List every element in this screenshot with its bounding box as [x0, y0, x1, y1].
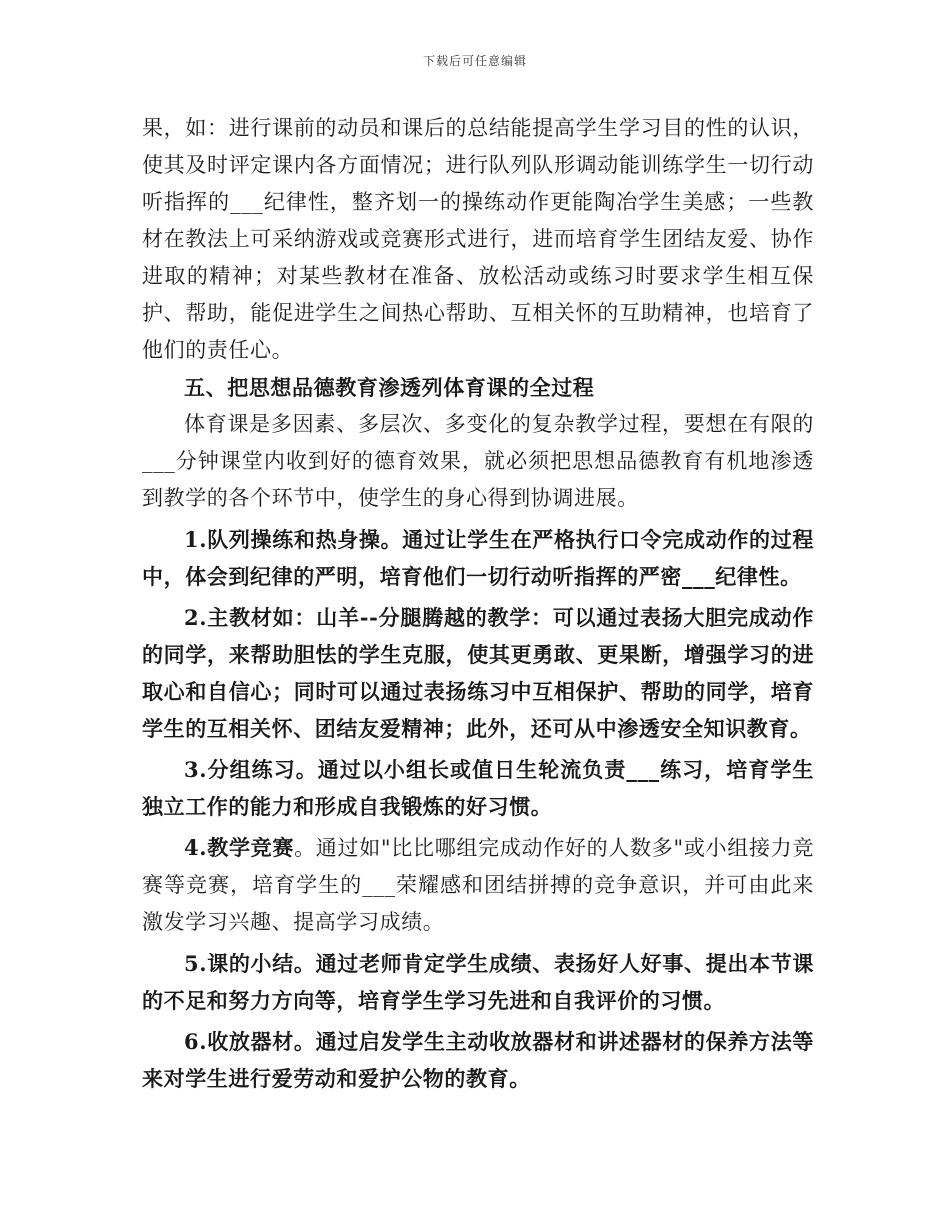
list-item-4-body: 。通过如"比比哪组完成动作好的人数多"或小组接力竞赛等竞赛，培育学生的___荣耀感和团结拼搏的竞争意识，并可由此来激发学习兴趣、提高学习成绩。	[142, 836, 814, 934]
list-item-5: 5.课的小结。通过老师肯定学生成绩、表扬好人好事、提出本节课的不足和努力方向等，培育学生学习先进和自我评价的习惯。	[142, 951, 814, 1013]
list-item-6: 6.收放器材。通过启发学生主动收放器材和讲述器材的保养方法等来对学生进行爱劳动和爱护公物的教育。	[142, 1029, 814, 1091]
page-header: 下载后可任意编辑	[422, 54, 527, 68]
document-body	[142, 110, 814, 1097]
paragraph-continuation: 果，如：进行课前的动员和课后的总结能提高学生学习目的性的认识，使其及时评定课内各方面情况；进行队列队形调动能训练学生一切行动听指挥的___纪律性，整齐划一的操练动作更能陶冶学生美感；一些教材在教法上可采纳游戏或竞赛形式进行，进而培育学生团结友爱、协作进取的精神；对某些教材在准备、放松活动或练习时要求学生相互保护、帮助，能促进学生之间热心帮助、互相关怀的互助精神，也培育了他们的责任心。	[142, 116, 814, 362]
list-item-4	[142, 829, 814, 941]
list-item-4-lead: 4.教学竞赛	[184, 835, 295, 860]
section-heading-5: 五、把思想品德教育渗透列体育课的全过程	[184, 375, 595, 400]
list-item-1: 1.队列操练和热身操。通过让学生在严格执行口令完成动作的过程中，体会到纪律的严明，培育他们一切行动听指挥的严密___纪律性。	[142, 527, 814, 589]
list-item-2: 2.主教材如：山羊--分腿腾越的教学：可以通过表扬大胆完成动作的同学，来帮助胆怯的学生克服，使其更勇敢、更果断，增强学习的进取心和自信心；同时可以通过表扬练习中互相保护、帮助的同学，培育学生的互相关怀、团结友爱精神；此外，还可从中渗透安全知识教育。	[142, 605, 814, 741]
paragraph-intro: 体育课是多因素、多层次、多变化的复杂教学过程，要想在有限的___分钟课堂内收到好的德育效果，就必须把思想品德教育有机地渗透到教学的各个环节中，使学生的身心得到协调进展。	[142, 412, 814, 510]
list-item-3: 3.分组练习。通过以小组长或值日生轮流负责___练习，培育学生独立工作的能力和形成自我锻炼的好习惯。	[142, 757, 814, 819]
